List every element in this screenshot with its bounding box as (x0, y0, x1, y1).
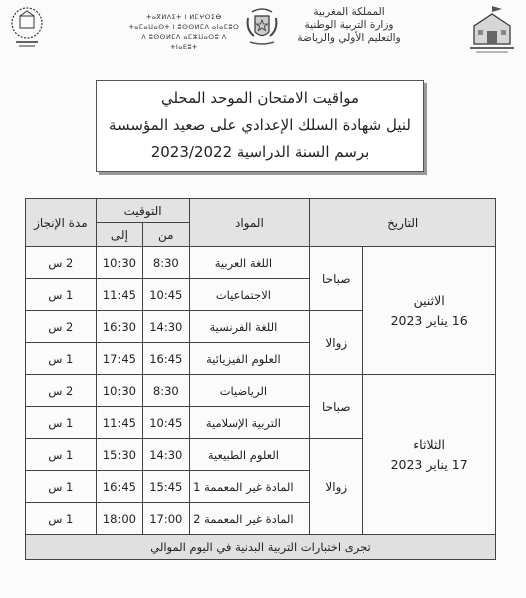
duration-cell: 1 س (26, 503, 97, 535)
subject-cell: التربية الإسلامية (189, 407, 310, 439)
day-name: الاثنين (413, 292, 445, 308)
tifinagh-line-3: ⴷ ⵓⵙⵙⵍⵎⴷ ⴰⵎⵣⵡⴰⵔⵓ ⴷ ⵜⵏⴰⴹⵓⵜ (141, 33, 227, 51)
to-cell: 11:45 (96, 407, 142, 439)
duration-cell: 1 س (26, 439, 97, 471)
exam-schedule-table (25, 198, 496, 560)
from-cell: 8:30 (143, 375, 189, 407)
subject-cell: الاجتماعيات (189, 279, 310, 311)
subject-cell: المادة غير المعممة 1 (189, 471, 310, 503)
day-date: 17 يناير 2023 (390, 456, 468, 472)
day-name: الثلاثاء (413, 436, 445, 452)
ministry-name-tifinagh (128, 12, 240, 52)
from-cell: 8:30 (143, 247, 189, 279)
duration-cell: 1 س (26, 407, 97, 439)
duration-cell: 1 س (26, 343, 97, 375)
to-cell: 18:00 (96, 503, 142, 535)
table-row (26, 375, 496, 407)
duration-cell: 2 س (26, 311, 97, 343)
tifinagh-line-1: ⵜⴰⴳⵍⴷⵉⵜ ⵏ ⵍⵎⵖⵔⵉⴱ (146, 13, 222, 21)
header-timing: التوقيت (96, 199, 189, 223)
title-line-3: برسم السنة الدراسية 2023/2022 (150, 143, 370, 161)
ministry-line-1: المملكة المغربية (313, 6, 385, 18)
header-subject: المواد (189, 199, 310, 247)
day-date: 16 يناير 2023 (390, 312, 468, 328)
from-cell: 14:30 (143, 311, 189, 343)
to-cell: 17:45 (96, 343, 142, 375)
document-header (0, 0, 526, 70)
exam-title-box (96, 80, 424, 172)
header-from: من (143, 223, 189, 247)
subject-cell: المادة غير المعممة 2 (189, 503, 310, 535)
duration-cell: 1 س (26, 279, 97, 311)
from-cell: 15:45 (143, 471, 189, 503)
duration-cell: 2 س (26, 247, 97, 279)
footer-note: تجرى اختبارات التربية البدنية في اليوم الموالي (26, 535, 496, 560)
subject-cell: العلوم الفيزيائية (189, 343, 310, 375)
from-cell: 10:45 (143, 407, 189, 439)
period-cell: صباحا (310, 375, 363, 439)
header-duration: مدة الإنجاز (26, 199, 97, 247)
period-cell: زوالا (310, 439, 363, 535)
school-logo-icon (10, 6, 44, 48)
to-cell: 16:45 (96, 471, 142, 503)
day-cell (363, 375, 496, 535)
to-cell: 10:30 (96, 375, 142, 407)
subject-cell: اللغة العربية (189, 247, 310, 279)
to-cell: 16:30 (96, 311, 142, 343)
coat-of-arms-icon (244, 6, 280, 48)
period-cell: صباحا (310, 247, 363, 311)
from-cell: 16:45 (143, 343, 189, 375)
ministry-line-3: والتعليم الأولي والرياضة (297, 32, 401, 44)
duration-cell: 2 س (26, 375, 97, 407)
school-building-logo-icon (468, 4, 516, 54)
from-cell: 14:30 (143, 439, 189, 471)
duration-cell: 1 س (26, 471, 97, 503)
from-cell: 17:00 (143, 503, 189, 535)
header-date: التاريخ (310, 199, 496, 247)
header-to: إلى (96, 223, 142, 247)
ministry-line-2: وزارة التربية الوطنية (304, 19, 394, 31)
tifinagh-line-2: ⵜⴰⵎⴰⵡⴰⵙⵜ ⵏ ⵓⵙⵙⵍⵎⴷ ⴰⵏⴰⵎⵓⵔ (128, 23, 240, 31)
title-line-1: مواقيت الامتحان الموحد المحلي (160, 89, 360, 107)
subject-cell: اللغة الفرنسية (189, 311, 310, 343)
to-cell: 15:30 (96, 439, 142, 471)
ministry-name-arabic (288, 6, 410, 45)
subject-cell: العلوم الطبيعية (189, 439, 310, 471)
to-cell: 11:45 (96, 279, 142, 311)
title-line-2: لنيل شهادة السلك الإعدادي على صعيد المؤسسة (109, 116, 411, 134)
table-row (26, 247, 496, 279)
period-cell: زوالا (310, 311, 363, 375)
to-cell: 10:30 (96, 247, 142, 279)
subject-cell: الرياضيات (189, 375, 310, 407)
from-cell: 10:45 (143, 279, 189, 311)
day-cell (363, 247, 496, 375)
